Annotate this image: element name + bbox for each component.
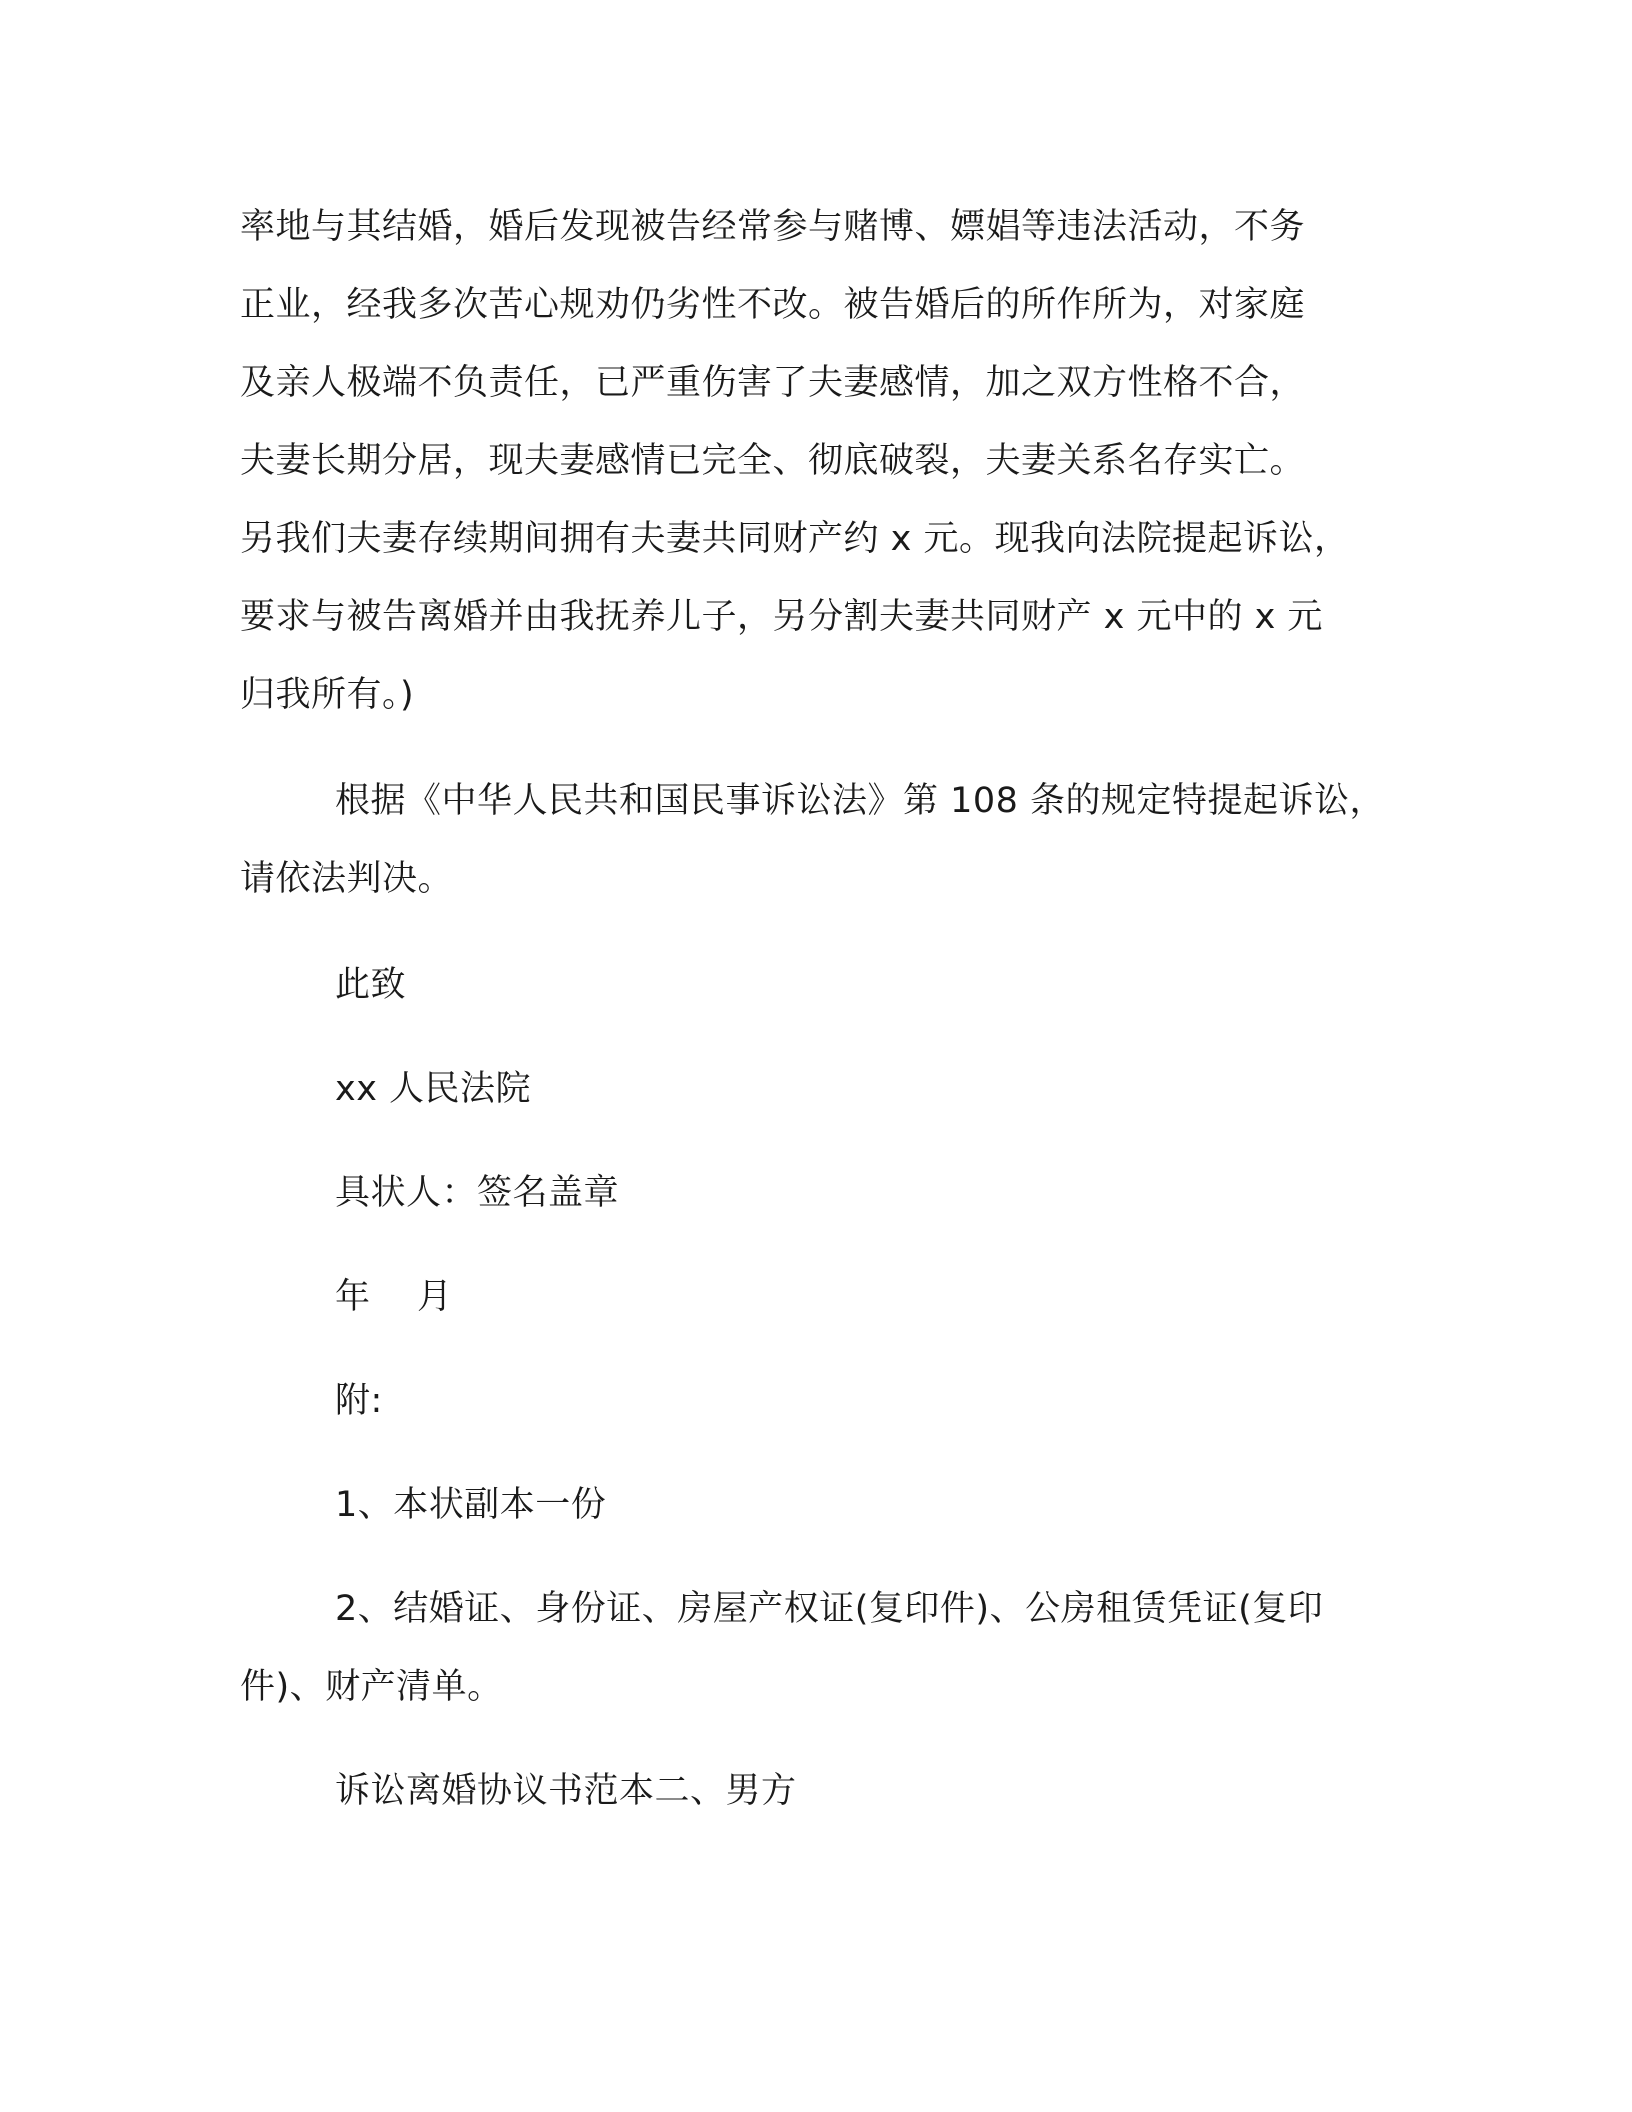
attachments-heading: 附: <box>335 1381 383 1421</box>
attachment-item-2 <box>240 1570 1420 1726</box>
text-line: 及亲人极端不负责任，已严重伤害了夫妻感情，加之双方性格不合， <box>240 363 1306 403</box>
signer-line: 具状人：签名盖章 <box>335 1173 620 1213</box>
text-line: 正业，经我多次苦心规劝仍劣性不改。被告婚后的所作所为，对家庭 <box>240 285 1306 325</box>
salutation: 此致 <box>335 965 407 1005</box>
document-body <box>240 188 1420 1830</box>
text-line: 2、结婚证、身份证、房屋产权证(复印件)、公房租赁凭证(复印 <box>335 1589 1324 1629</box>
paragraph-facts <box>240 188 1420 734</box>
text-line: 夫妻长期分居，现夫妻感情已完全、彻底破裂，夫妻关系名存实亡。 <box>240 441 1306 481</box>
text-line: 率地与其结婚，婚后发现被告经常参与赌博、嫖娼等违法活动，不务 <box>240 207 1306 247</box>
court-name: xx 人民法院 <box>335 1069 532 1109</box>
text-line: 请依法判决。 <box>240 859 454 899</box>
section-title: 诉讼离婚协议书范本二、男方 <box>335 1771 797 1811</box>
attachment-item-1: 1、本状副本一份 <box>335 1485 607 1525</box>
text-line: 要求与被告离婚并由我抚养儿子，另分割夫妻共同财产 x 元中的 x 元 <box>240 597 1323 637</box>
date-line: 年 月 <box>335 1277 453 1317</box>
text-line: 归我所有。) <box>240 675 415 715</box>
text-line: 件)、财产清单。 <box>240 1667 503 1707</box>
paragraph-legal-basis <box>240 762 1420 918</box>
text-line: 另我们夫妻存续期间拥有夫妻共同财产约 x 元。现我向法院提起诉讼， <box>240 519 1350 559</box>
text-line: 根据《中华人民共和国民事诉讼法》第 108 条的规定特提起诉讼， <box>335 781 1386 821</box>
